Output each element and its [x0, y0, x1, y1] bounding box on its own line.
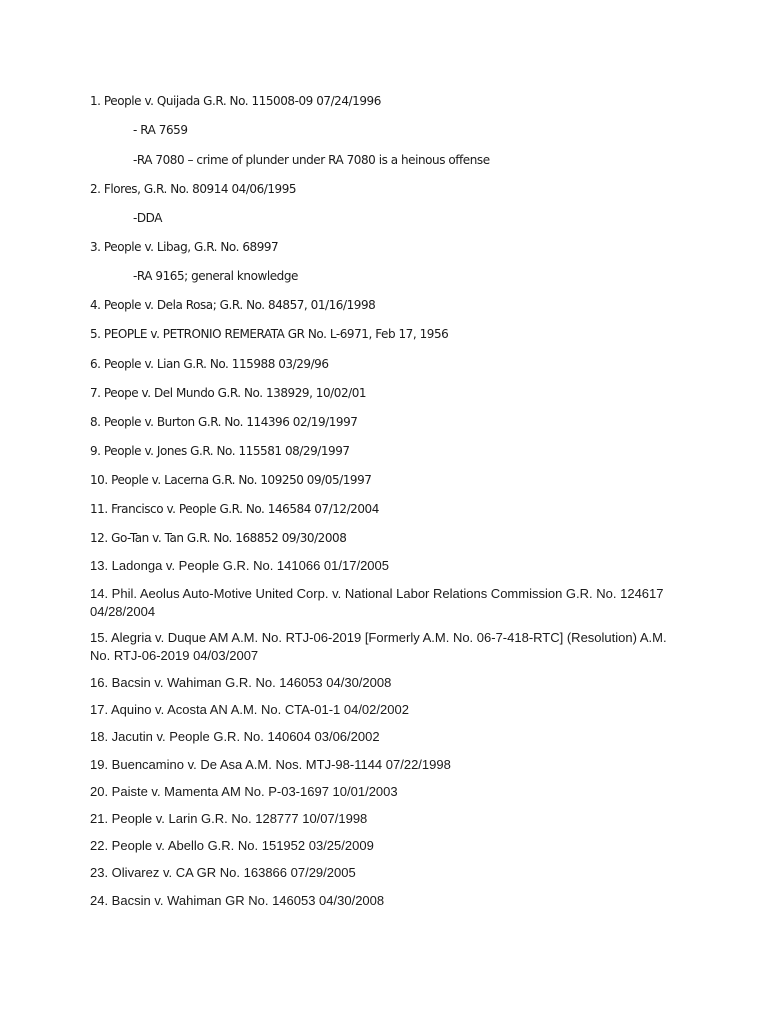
list-item: 9. People v. Jones G.R. No. 115581 08/29/1997: [90, 444, 350, 458]
list-item: 8. People v. Burton G.R. No. 114396 02/19/1997: [90, 415, 358, 429]
list-item: 5. PEOPLE v. PETRONIO REMERATA GR No. L-6971, Feb 17, 1956: [90, 327, 449, 341]
list-item: 11. Francisco v. People G.R. No. 146584 07/12/2004: [90, 502, 379, 516]
list-item: 19. Buencamino v. De Asa A.M. Nos. MTJ-98-1144 07/22/1998: [90, 757, 451, 772]
list-item: 15. Alegria v. Duque AM A.M. No. RTJ-06-2019 [Formerly A.M. No. 06-7-418-RTC] (Resolution) A.M. No. RTJ-06-2019 04/03/2007: [90, 630, 667, 663]
list-item: 10. People v. Lacerna G.R. No. 109250 09/05/1997: [90, 473, 372, 487]
list-item: 13. Ladonga v. People G.R. No. 141066 01/17/2005: [90, 558, 389, 573]
list-item: 23. Olivarez v. CA GR No. 163866 07/29/2005: [90, 865, 356, 880]
list-item: 17. Aquino v. Acosta AN A.M. No. CTA-01-1 04/02/2002: [90, 702, 409, 717]
list-item: 2. Flores, G.R. No. 80914 04/06/1995: [90, 182, 297, 196]
list-item: 24. Bacsin v. Wahiman GR No. 146053 04/30/2008: [90, 893, 385, 908]
list-item-note: -RA 7080 – crime of plunder under RA 7080 is a heinous offense: [133, 153, 490, 167]
list-item: 20. Paiste v. Mamenta AM No. P-03-1697 10/01/2003: [90, 784, 398, 799]
list-item: 4. People v. Dela Rosa; G.R. No. 84857, 01/16/1998: [90, 298, 376, 312]
list-item: 7. Peope v. Del Mundo G.R. No. 138929, 10/02/01: [90, 386, 367, 400]
list-item: 6. People v. Lian G.R. No. 115988 03/29/96: [90, 357, 329, 371]
list-item: 12. Go-Tan v. Tan G.R. No. 168852 09/30/2008: [90, 531, 347, 545]
list-item: 3. People v. Libag, G.R. No. 68997: [90, 240, 279, 254]
list-item: 16. Bacsin v. Wahiman G.R. No. 146053 04/30/2008: [90, 675, 392, 690]
list-item-note: - RA 7659: [133, 123, 188, 137]
list-item: 18. Jacutin v. People G.R. No. 140604 03/06/2002: [90, 729, 380, 744]
list-item-note: -DDA: [133, 211, 163, 225]
list-item: 1. People v. Quijada G.R. No. 115008-09 07/24/1996: [90, 94, 381, 108]
list-item: 22. People v. Abello G.R. No. 151952 03/25/2009: [90, 838, 374, 853]
list-item: 21. People v. Larin G.R. No. 128777 10/07/1998: [90, 811, 368, 826]
list-item: 14. Phil. Aeolus Auto-Motive United Corp. v. National Labor Relations Commission G.R. No. 124617 04/28/2004: [90, 586, 664, 619]
list-item-note: -RA 9165; general knowledge: [133, 269, 298, 283]
